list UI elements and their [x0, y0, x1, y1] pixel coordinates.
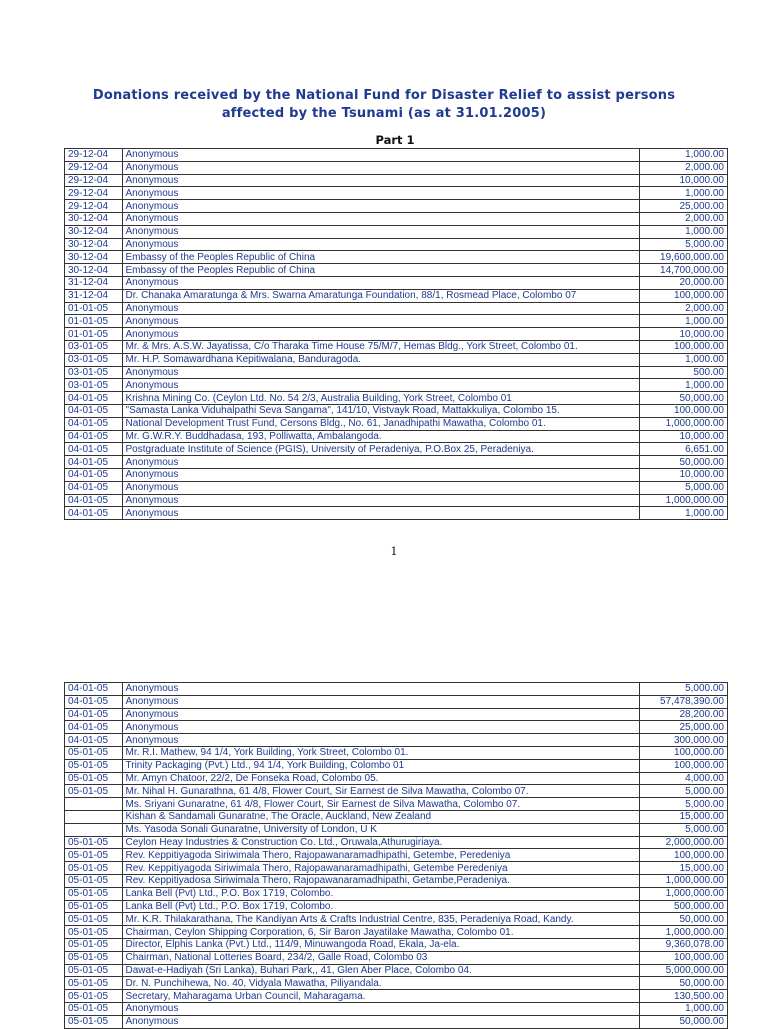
donor-cell: Anonymous [122, 468, 640, 481]
part-label: Part 1 [375, 133, 415, 147]
table-row [65, 785, 728, 798]
table-row [65, 187, 728, 200]
date-cell: 05-01-05 [65, 938, 123, 951]
table-row [65, 366, 728, 379]
amount-cell: 1,000.00 [640, 315, 728, 328]
donor-cell: Chairman, National Lotteries Board, 234/2, Galle Road, Colombo 03 [122, 951, 640, 964]
table-row [65, 759, 728, 772]
date-cell: 04-01-05 [65, 456, 123, 469]
donor-cell: Mr. G.W.R.Y. Buddhadasa, 193, Polliwatta, Ambalangoda. [122, 430, 640, 443]
date-cell: 05-01-05 [65, 926, 123, 939]
donor-cell: Anonymous [122, 187, 640, 200]
amount-cell: 100,000.00 [640, 849, 728, 862]
amount-cell: 50,000.00 [640, 1015, 728, 1028]
donor-cell: Anonymous [122, 456, 640, 469]
table-row [65, 900, 728, 913]
date-cell: 04-01-05 [65, 507, 123, 520]
donor-cell: Anonymous [122, 734, 640, 747]
amount-cell: 1,000.00 [640, 187, 728, 200]
donor-cell: Anonymous [122, 238, 640, 251]
table-row [65, 264, 728, 277]
date-cell: 05-01-05 [65, 759, 123, 772]
amount-cell: 100,000.00 [640, 951, 728, 964]
amount-cell: 15,000.00 [640, 862, 728, 875]
amount-cell: 57,478,390.00 [640, 695, 728, 708]
donor-cell: Krishna Mining Co. (Ceylon Ltd. No. 54 2/3, Australia Building, York Street, Colombo 01 [122, 392, 640, 405]
amount-cell: 9,360,078.00 [640, 938, 728, 951]
table-row [65, 721, 728, 734]
date-cell: 04-01-05 [65, 468, 123, 481]
table-row [65, 990, 728, 1003]
date-cell: 30-12-04 [65, 238, 123, 251]
table-row [65, 772, 728, 785]
table-row [65, 798, 728, 811]
title-line-2: affected by the Tsunami (as at 31.01.2005) [221, 106, 547, 121]
donor-cell: Kishan & Sandamali Gunaratne, The Oracle, Auckland, New Zealand [122, 810, 640, 823]
date-cell: 05-01-05 [65, 900, 123, 913]
date-cell: 04-01-05 [65, 430, 123, 443]
date-cell: 05-01-05 [65, 836, 123, 849]
amount-cell: 50,000.00 [640, 456, 728, 469]
table-row [65, 849, 728, 862]
title-line-1: Donations received by the National Fund for Disaster Relief to assist persons [92, 88, 676, 103]
donor-cell: Anonymous [122, 507, 640, 520]
table-row [65, 887, 728, 900]
amount-cell: 1,000,000.00 [640, 887, 728, 900]
amount-cell: 5,000,000.00 [640, 964, 728, 977]
table-row [65, 964, 728, 977]
date-cell: 05-01-05 [65, 772, 123, 785]
date-cell: 05-01-05 [65, 887, 123, 900]
date-cell: 03-01-05 [65, 340, 123, 353]
donor-cell: Mr. & Mrs. A.S.W. Jayatissa, C/o Tharaka Time House 75/M/7, Hemas Bldg., York Street, Colombo 01. [122, 340, 640, 353]
donor-cell: Trinity Packaging (Pvt.) Ltd., 94 1/4, York Building, Colombo 01 [122, 759, 640, 772]
donor-cell: Mr. Amyn Chatoor, 22/2, De Fonseka Road, Colombo 05. [122, 772, 640, 785]
table-row [65, 328, 728, 341]
amount-cell: 5,000.00 [640, 481, 728, 494]
amount-cell: 100,000.00 [640, 746, 728, 759]
amount-cell: 50,000.00 [640, 977, 728, 990]
donor-cell: Anonymous [122, 1002, 640, 1015]
table-row [65, 149, 728, 162]
donor-cell: Lanka Bell (Pvt) Ltd., P.O. Box 1719, Colombo. [122, 900, 640, 913]
amount-cell: 1,000.00 [640, 1002, 728, 1015]
amount-cell: 500,000.00 [640, 900, 728, 913]
amount-cell: 10,000.00 [640, 430, 728, 443]
amount-cell: 10,000.00 [640, 468, 728, 481]
amount-cell: 50,000.00 [640, 913, 728, 926]
date-cell: 29-12-04 [65, 149, 123, 162]
donor-cell: Rev. Keppitiyagoda Siriwimala Thero, Rajopawanaramadhipathi, Getembe, Peredeniya [122, 849, 640, 862]
donor-cell: Anonymous [122, 149, 640, 162]
donor-cell: Anonymous [122, 212, 640, 225]
amount-cell: 130,500.00 [640, 990, 728, 1003]
date-cell: 05-01-05 [65, 977, 123, 990]
date-cell: 03-01-05 [65, 353, 123, 366]
donor-cell: Anonymous [122, 494, 640, 507]
table-row [65, 276, 728, 289]
table-row [65, 938, 728, 951]
table-row [65, 443, 728, 456]
table-row [65, 951, 728, 964]
donor-cell: Anonymous [122, 174, 640, 187]
donor-cell: Anonymous [122, 379, 640, 392]
date-cell: 01-01-05 [65, 302, 123, 315]
date-cell: 05-01-05 [65, 785, 123, 798]
date-cell: 31-12-04 [65, 289, 123, 302]
table-row [65, 212, 728, 225]
amount-cell: 2,000.00 [640, 161, 728, 174]
amount-cell: 2,000.00 [640, 302, 728, 315]
table-row [65, 392, 728, 405]
table-row [65, 926, 728, 939]
date-cell: 05-01-05 [65, 1002, 123, 1015]
amount-cell: 5,000.00 [640, 823, 728, 836]
date-cell: 29-12-04 [65, 174, 123, 187]
amount-cell: 20,000.00 [640, 276, 728, 289]
amount-cell: 50,000.00 [640, 392, 728, 405]
date-cell: 04-01-05 [65, 392, 123, 405]
table-row [65, 507, 728, 520]
amount-cell: 5,000.00 [640, 798, 728, 811]
date-cell: 05-01-05 [65, 1015, 123, 1028]
date-cell: 04-01-05 [65, 734, 123, 747]
date-cell: 04-01-05 [65, 443, 123, 456]
donor-cell: Director, Elphis Lanka (Pvt.) Ltd., 114/9, Minuwangoda Road, Ekala, Ja-ela. [122, 938, 640, 951]
donor-cell: "Samasta Lanka Viduhalpathi Seva Sangama", 141/10, Vistvayk Road, Mattakkuliya, Colombo 15. [122, 404, 640, 417]
donor-cell: Anonymous [122, 366, 640, 379]
donor-cell: Anonymous [122, 708, 640, 721]
amount-cell: 1,000,000.00 [640, 417, 728, 430]
date-cell: 05-01-05 [65, 862, 123, 875]
donor-cell: Anonymous [122, 225, 640, 238]
table-row [65, 417, 728, 430]
table-row [65, 456, 728, 469]
table-row [65, 340, 728, 353]
table-row [65, 251, 728, 264]
donor-cell: Anonymous [122, 161, 640, 174]
table-row [65, 481, 728, 494]
amount-cell: 1,000,000.00 [640, 874, 728, 887]
amount-cell: 300,000.00 [640, 734, 728, 747]
donor-cell: Anonymous [122, 695, 640, 708]
date-cell: 29-12-04 [65, 200, 123, 213]
table-row [65, 1015, 728, 1028]
date-cell: 04-01-05 [65, 708, 123, 721]
date-cell: 04-01-05 [65, 417, 123, 430]
amount-cell: 15,000.00 [640, 810, 728, 823]
amount-cell: 1,000,000.00 [640, 494, 728, 507]
date-cell: 05-01-05 [65, 849, 123, 862]
amount-cell: 10,000.00 [640, 328, 728, 341]
date-cell: 05-01-05 [65, 746, 123, 759]
amount-cell: 5,000.00 [640, 785, 728, 798]
amount-cell: 100,000.00 [640, 404, 728, 417]
amount-cell: 100,000.00 [640, 340, 728, 353]
amount-cell: 2,000,000.00 [640, 836, 728, 849]
table-row [65, 430, 728, 443]
donor-cell: Anonymous [122, 683, 640, 696]
table-row [65, 225, 728, 238]
date-cell: 03-01-05 [65, 366, 123, 379]
donor-cell: National Development Trust Fund, Cersons Bldg., No. 61, Janadhipathi Mawatha, Colombo 01. [122, 417, 640, 430]
amount-cell: 1,000.00 [640, 379, 728, 392]
table-row [65, 315, 728, 328]
table-row [65, 695, 728, 708]
amount-cell: 19,600,000.00 [640, 251, 728, 264]
date-cell: 29-12-04 [65, 161, 123, 174]
donor-cell: Rev. Keppitiyagoda Siriwimala Thero, Rajopawanaramadhipathi, Getembe Peredeniya [122, 862, 640, 875]
table-row [65, 708, 728, 721]
table-row [65, 302, 728, 315]
amount-cell: 5,000.00 [640, 683, 728, 696]
table-row [65, 683, 728, 696]
donor-cell: Lanka Bell (Pvt) Ltd., P.O. Box 1719, Colombo. [122, 887, 640, 900]
table-row [65, 977, 728, 990]
amount-cell: 4,000.00 [640, 772, 728, 785]
table-row [65, 874, 728, 887]
amount-cell: 100,000.00 [640, 759, 728, 772]
amount-cell: 14,700,000.00 [640, 264, 728, 277]
document-title [40, 87, 728, 123]
donor-cell: Dr. N. Punchihewa, No. 40, Vidyala Mawatha, Piliyandala. [122, 977, 640, 990]
table-row [65, 746, 728, 759]
donor-cell: Mr. K.R. Thilakarathana, The Kandiyan Arts & Crafts Industrial Centre, 835, Peradeniya Road, Kandy. [122, 913, 640, 926]
donor-cell: Anonymous [122, 721, 640, 734]
table-row [65, 174, 728, 187]
date-cell: 29-12-04 [65, 187, 123, 200]
table-row [65, 289, 728, 302]
amount-cell: 1,000.00 [640, 353, 728, 366]
amount-cell: 6,651.00 [640, 443, 728, 456]
amount-cell: 28,200.00 [640, 708, 728, 721]
date-cell: 30-12-04 [65, 212, 123, 225]
amount-cell: 1,000.00 [640, 507, 728, 520]
table-row [65, 734, 728, 747]
date-cell: 04-01-05 [65, 721, 123, 734]
date-cell: 05-01-05 [65, 964, 123, 977]
donor-cell: Mr. Nihal H. Gunarathna, 61 4/8, Flower Court, Sir Earnest de Silva Mawatha, Colombo 07. [122, 785, 640, 798]
amount-cell: 10,000.00 [640, 174, 728, 187]
donor-cell: Anonymous [122, 328, 640, 341]
amount-cell: 500.00 [640, 366, 728, 379]
amount-cell: 25,000.00 [640, 721, 728, 734]
date-cell: 04-01-05 [65, 683, 123, 696]
table-row [65, 161, 728, 174]
table-row [65, 404, 728, 417]
table-row [65, 836, 728, 849]
amount-cell: 1,000.00 [640, 149, 728, 162]
donor-cell: Embassy of the Peoples Republic of China [122, 264, 640, 277]
donor-cell: Dr. Chanaka Amaratunga & Mrs. Swarna Amaratunga Foundation, 88/1, Rosmead Place, Colombo 07 [122, 289, 640, 302]
date-cell: 30-12-04 [65, 264, 123, 277]
donor-cell: Chairman, Ceylon Shipping Corporation, 6, Sir Baron Jayatilake Mawatha, Colombo 01. [122, 926, 640, 939]
amount-cell: 2,000.00 [640, 212, 728, 225]
donor-cell: Mr. R.I. Mathew, 94 1/4, York Building, York Street, Colombo 01. [122, 746, 640, 759]
date-cell: 01-01-05 [65, 328, 123, 341]
date-cell: 05-01-05 [65, 874, 123, 887]
donor-cell: Anonymous [122, 302, 640, 315]
table-row [65, 913, 728, 926]
donor-cell: Anonymous [122, 315, 640, 328]
table-row [65, 200, 728, 213]
amount-cell: 100,000.00 [640, 289, 728, 302]
table-row [65, 810, 728, 823]
table-row [65, 823, 728, 836]
donor-cell: Rev. Keppitiyadosa Siriwimala Thero, Rajopawanaramadhipathi, Getambe,Peradeniya. [122, 874, 640, 887]
page-number: 1 [390, 545, 398, 558]
donor-cell: Postgraduate Institute of Science (PGIS), University of Peradeniya, P.O.Box 25, Peradeniya. [122, 443, 640, 456]
donor-cell: Embassy of the Peoples Republic of China [122, 251, 640, 264]
date-cell: 04-01-05 [65, 404, 123, 417]
table-row [65, 353, 728, 366]
amount-cell: 1,000.00 [640, 225, 728, 238]
donor-cell: Mr. H.P. Somawardhana Kepitiwalana, Banduragoda. [122, 353, 640, 366]
table-row [65, 862, 728, 875]
date-cell: 04-01-05 [65, 481, 123, 494]
date-cell: 05-01-05 [65, 913, 123, 926]
table-row [65, 468, 728, 481]
donor-cell: Anonymous [122, 200, 640, 213]
table-row [65, 494, 728, 507]
date-cell: 04-01-05 [65, 695, 123, 708]
date-cell: 01-01-05 [65, 315, 123, 328]
date-cell [65, 810, 123, 823]
donations-table-continued [64, 682, 728, 1029]
date-cell: 30-12-04 [65, 225, 123, 238]
donor-cell: Anonymous [122, 1015, 640, 1028]
amount-cell: 25,000.00 [640, 200, 728, 213]
amount-cell: 1,000,000.00 [640, 926, 728, 939]
date-cell: 05-01-05 [65, 990, 123, 1003]
donor-cell: Ms. Yasoda Sonali Gunaratne, University of London, U K [122, 823, 640, 836]
donor-cell: Secretary, Maharagama Urban Council, Maharagama. [122, 990, 640, 1003]
donor-cell: Anonymous [122, 276, 640, 289]
donor-cell: Ceylon Heay Industries & Construction Co. Ltd., Oruwala,Athurugiriaya. [122, 836, 640, 849]
date-cell: 31-12-04 [65, 276, 123, 289]
table-row [65, 1002, 728, 1015]
date-cell: 05-01-05 [65, 951, 123, 964]
donations-table-part1 [64, 148, 728, 520]
date-cell: 30-12-04 [65, 251, 123, 264]
date-cell: 04-01-05 [65, 494, 123, 507]
donor-cell: Dawat-e-Hadiyah (Sri Lanka), Buhari Park,, 41, Glen Aber Place, Colombo 04. [122, 964, 640, 977]
date-cell [65, 823, 123, 836]
date-cell: 03-01-05 [65, 379, 123, 392]
table-row [65, 238, 728, 251]
date-cell [65, 798, 123, 811]
donor-cell: Ms. Sriyani Gunaratne, 61 4/8, Flower Court, Sir Earnest de Silva Mawatha, Colombo 07. [122, 798, 640, 811]
donor-cell: Anonymous [122, 481, 640, 494]
amount-cell: 5,000.00 [640, 238, 728, 251]
table-row [65, 379, 728, 392]
